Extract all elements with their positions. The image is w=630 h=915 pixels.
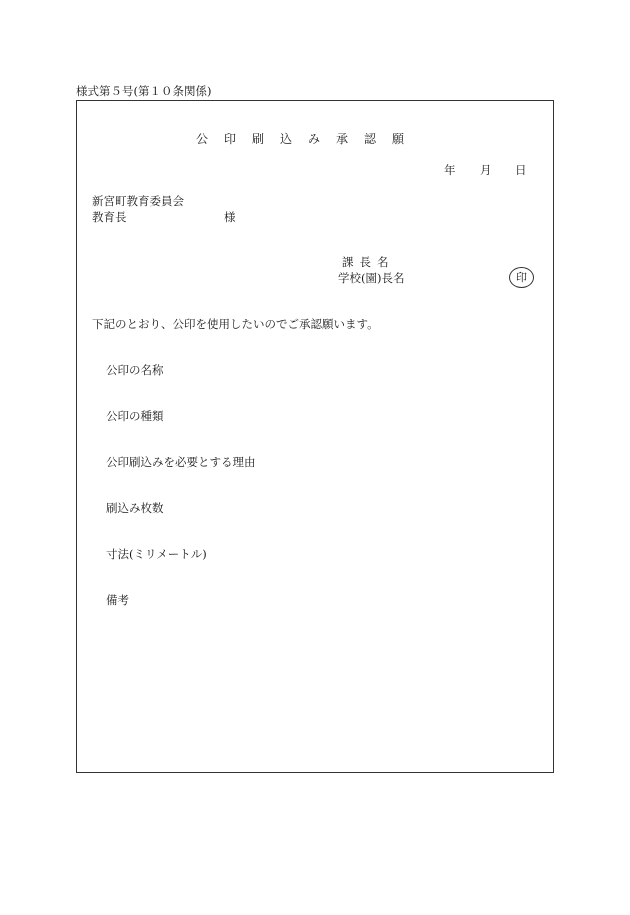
item-reason: 公印刷込みを必要とする理由 bbox=[106, 455, 256, 469]
item-seal-name: 公印の名称 bbox=[106, 363, 164, 377]
item-dimensions: 寸法(ミリメートル) bbox=[106, 547, 207, 561]
date-day-label: 日 bbox=[515, 163, 527, 177]
applicant-section-chief-label: 課長名 bbox=[342, 255, 395, 269]
date-year-label: 年 bbox=[444, 163, 456, 177]
item-remarks: 備考 bbox=[106, 593, 129, 607]
document-title: 公印刷込み承認願 bbox=[196, 132, 421, 146]
item-seal-type: 公印の種類 bbox=[106, 409, 164, 423]
addressee-title: 教育長 bbox=[92, 210, 127, 224]
item-print-count: 刷込み枚数 bbox=[106, 501, 164, 515]
form-number-label: 様式第５号(第１０条関係) bbox=[76, 84, 212, 98]
applicant-principal-label: 学校(園)長名 bbox=[338, 271, 405, 285]
request-sentence: 下記のとおり、公印を使用したいのでご承認願います。 bbox=[92, 317, 379, 331]
seal-mark-icon: 印 bbox=[509, 267, 534, 288]
addressee-organization: 新宮町教育委員会 bbox=[92, 194, 184, 208]
addressee-honorific: 様 bbox=[224, 210, 236, 224]
date-month-label: 月 bbox=[480, 163, 492, 177]
